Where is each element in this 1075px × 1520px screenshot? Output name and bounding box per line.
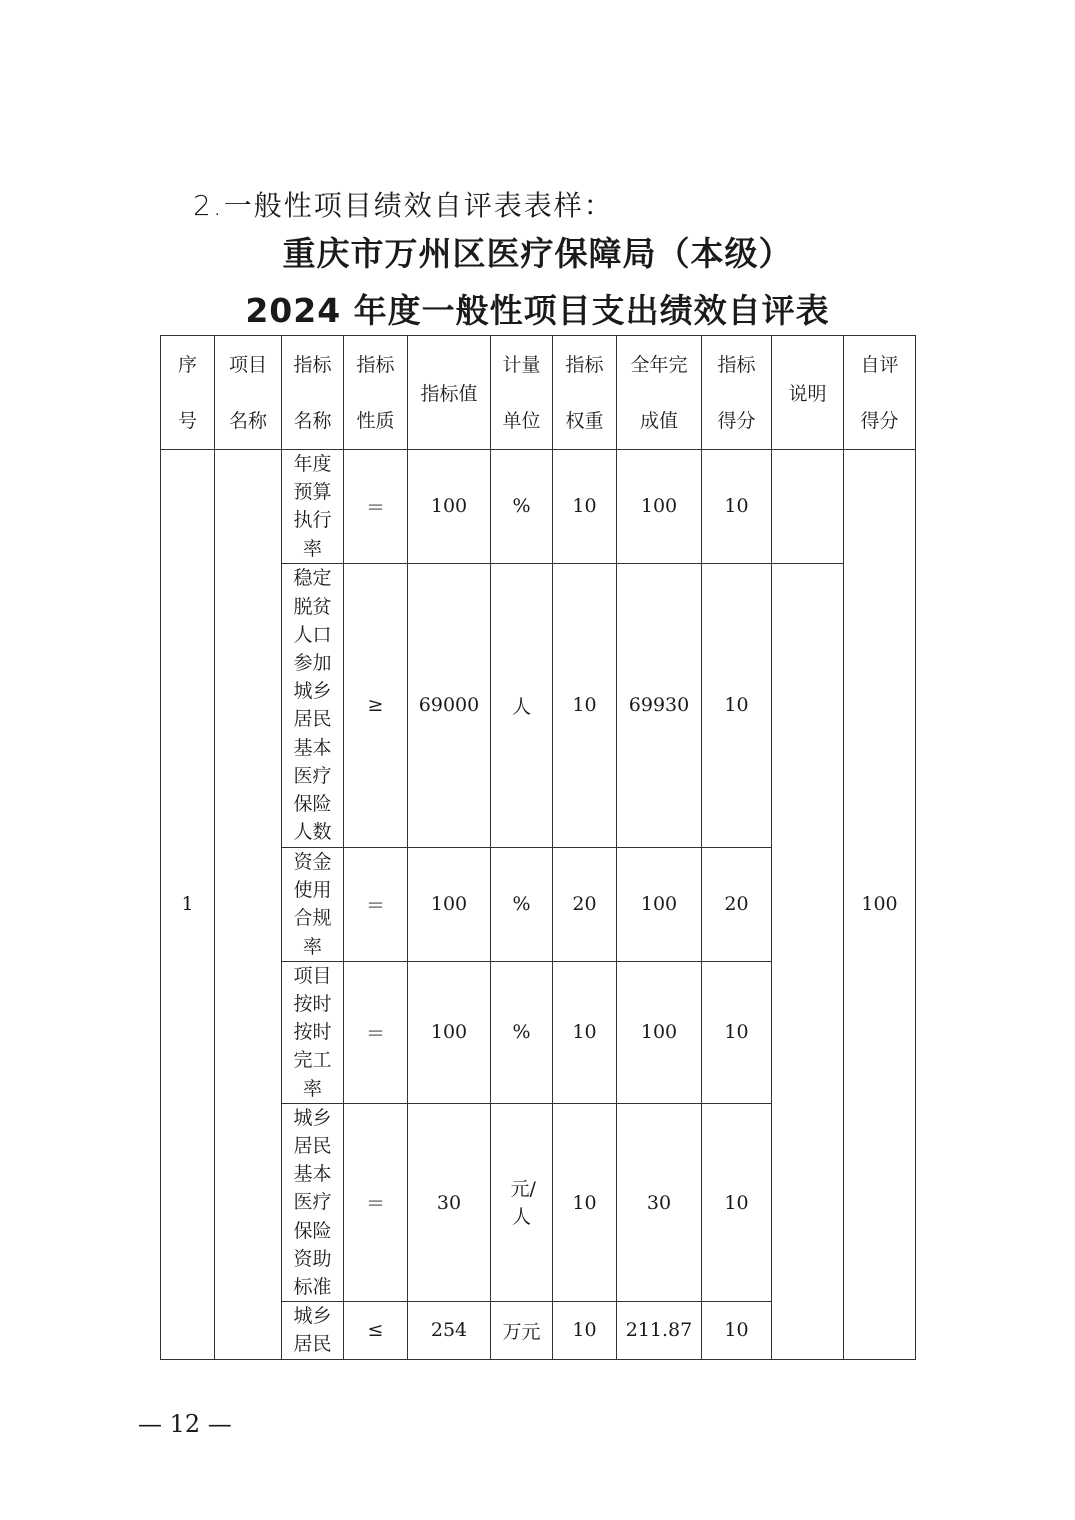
indicator-nature-cell: ＝ [344, 450, 408, 564]
indicator-nature-cell: ≤ [344, 1302, 408, 1359]
completion-cell: 30 [617, 1103, 702, 1301]
indicator-value-cell: 254 [408, 1302, 491, 1359]
header-unit: 计量 单位 [491, 336, 553, 450]
section-heading: 2.一般性项目绩效自评表表样： [193, 189, 614, 222]
completion-cell: 100 [617, 847, 702, 961]
indicator-value-cell: 30 [408, 1103, 491, 1301]
header-indicator-value: 指标值 [408, 336, 491, 450]
indicator-value-cell: 100 [408, 450, 491, 564]
project-name-cell [215, 450, 282, 1360]
header-project-name: 项目 名称 [215, 336, 282, 450]
weight-cell: 10 [553, 1103, 617, 1301]
unit-cell: % [491, 961, 553, 1103]
completion-cell: 100 [617, 961, 702, 1103]
header-seq: 序 号 [161, 336, 215, 450]
score-cell: 10 [702, 1302, 772, 1359]
score-cell: 10 [702, 1103, 772, 1301]
indicator-name-cell: 稳定脱贫人口参加城乡居民基本医疗保险人数 [282, 563, 344, 847]
weight-cell: 10 [553, 961, 617, 1103]
unit-cell: 万元 [491, 1302, 553, 1359]
unit-cell: % [491, 847, 553, 961]
unit-cell: 人 [491, 563, 553, 847]
document-title-line1: 重庆市万州区医疗保障局（本级） [282, 234, 793, 273]
header-score: 指标 得分 [702, 336, 772, 450]
indicator-name-cell: 城乡居民基本医疗保险资助标准 [282, 1103, 344, 1301]
indicator-value-cell: 100 [408, 847, 491, 961]
header-indicator-nature: 指标 性质 [344, 336, 408, 450]
score-cell: 20 [702, 847, 772, 961]
indicator-name-cell: 项目按时按时完工率 [282, 961, 344, 1103]
unit-cell: % [491, 450, 553, 564]
table-header-row [161, 336, 916, 450]
score-cell: 10 [702, 563, 772, 847]
header-completion: 全年完 成值 [617, 336, 702, 450]
indicator-nature-cell: ＝ [344, 961, 408, 1103]
seq-cell: 1 [161, 450, 215, 1360]
indicator-value-cell: 69000 [408, 563, 491, 847]
indicator-value-cell: 100 [408, 961, 491, 1103]
indicator-nature-cell: ＝ [344, 847, 408, 961]
unit-cell: 元/人 [491, 1103, 553, 1301]
completion-cell: 211.87 [617, 1302, 702, 1359]
note-cell [772, 450, 844, 564]
indicator-nature-cell: ＝ [344, 1103, 408, 1301]
indicator-name-cell: 年度预算执行率 [282, 450, 344, 564]
weight-cell: 20 [553, 847, 617, 961]
score-cell: 10 [702, 961, 772, 1103]
indicator-name-cell: 城乡居民 [282, 1302, 344, 1359]
score-cell: 10 [702, 450, 772, 564]
indicator-nature-cell: ≥ [344, 563, 408, 847]
note-cell [772, 563, 844, 1359]
header-weight: 指标 权重 [553, 336, 617, 450]
header-note: 说明 [772, 336, 844, 450]
weight-cell: 10 [553, 450, 617, 564]
weight-cell: 10 [553, 563, 617, 847]
document-title-line2: 2024 年度一般性项目支出绩效自评表 [245, 291, 830, 330]
self-score-cell: 100 [844, 450, 916, 1360]
page-number: — 12 — [138, 1410, 232, 1438]
completion-cell: 69930 [617, 563, 702, 847]
header-self-score: 自评 得分 [844, 336, 916, 450]
completion-cell: 100 [617, 450, 702, 564]
header-indicator-name: 指标 名称 [282, 336, 344, 450]
weight-cell: 10 [553, 1302, 617, 1359]
table-row [161, 450, 916, 564]
indicator-name-cell: 资金使用合规率 [282, 847, 344, 961]
performance-table [160, 335, 916, 1360]
